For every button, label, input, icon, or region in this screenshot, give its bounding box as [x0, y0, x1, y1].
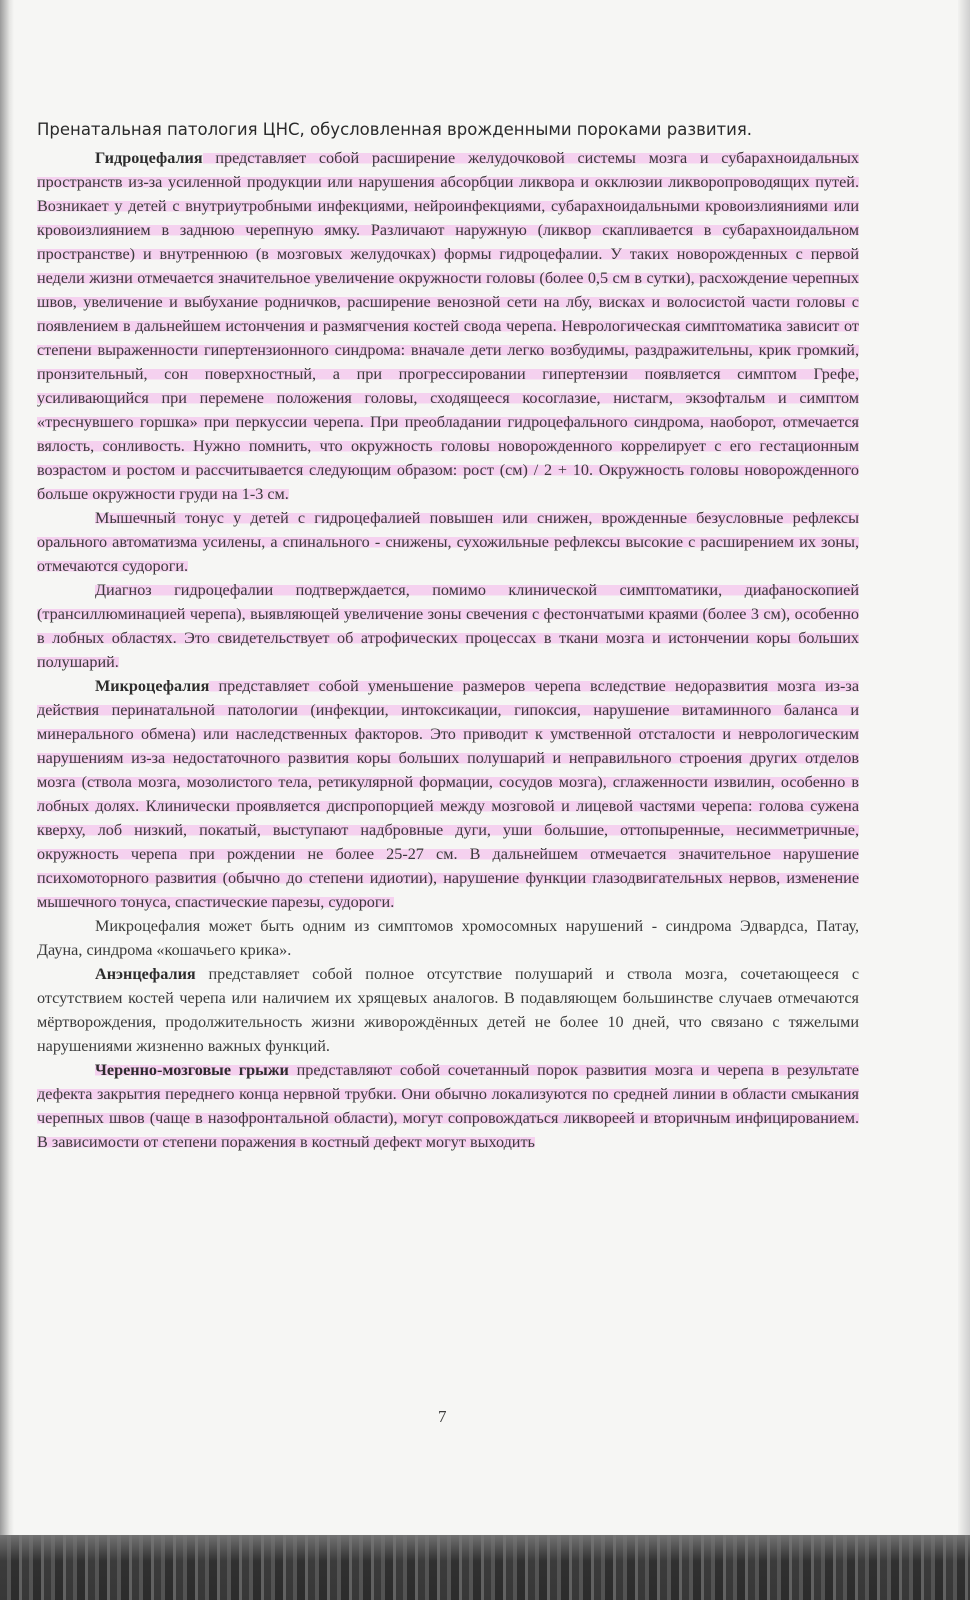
- term-hydrocephalus: Гидроцефалия: [95, 149, 203, 167]
- term-anencephaly: Анэнцефалия: [95, 965, 196, 983]
- paragraph-text: Мышечный тонус у детей с гидроцефалией повышен или снижен, врожденные безусловные рефлексы орального автоматизма усилены, а спинального - снижены, сухожильные рефлексы высокие с расширением их зоны, отмечаются судороги.: [37, 509, 859, 575]
- paragraph-microcephaly: [37, 674, 859, 914]
- paragraph-anencephaly: [37, 962, 859, 1058]
- paragraph-muscle-tone: [37, 506, 859, 578]
- page-right-edge: [958, 0, 970, 1600]
- body-text: [37, 146, 859, 1154]
- section-heading: Пренатальная патология ЦНС, обусловленная врожденными пороками развития.: [37, 120, 753, 139]
- page-number: 7: [438, 1407, 447, 1426]
- term-microcephaly: Микроцефалия: [95, 677, 210, 695]
- term-cranial-hernias: Черенно-мозговые грыжи: [95, 1061, 289, 1079]
- paragraph-microcephaly-syndromes: [37, 914, 859, 962]
- paragraph-diagnosis: [37, 578, 859, 674]
- paragraph-text: представляет собой уменьшение размеров черепа вследствие недоразвития мозга из-за действия перинатальной патологии (инфекции, интоксикации, гипоксия, нарушение витаминного баланса и минерального обмена) или наследственных факторов. Это приводит к умственной отсталости и неврологическим нарушениям из-за недостаточного развития коры больших полушарий и неправильного строения других отделов мозга (ствола мозга, мозолистого тела, ретикулярной формации, сосудов мозга), сглаженности извилин, особенно в лобных долях. Клинически проявляется диспропорцией между мозговой и лицевой частями черепа: голова сужена кверху, лоб низкий, покатый, выступают надбровные дуги, уши большие, оттопыренные, несимметричные, окружность черепа при рождении не более 25-27 см. В дальнейшем отмечается значительное нарушение психомоторного развития (обычно до степени идиотии), нарушение функции глазодвигательных нервов, изменение мышечного тонуса, спастические парезы, судороги.: [37, 677, 859, 911]
- paragraph-text: представляет собой расширение желудочковой системы мозга и субарахноидальных пространств из-за усиленной продукции или нарушения абсорбции ликвора и окклюзии ликворопроводящих путей. Возникает у детей с внутриутробными инфекциями, нейроинфекциями, субарахноидальными кровоизлияниями или кровоизлиянием в заднюю черепную ямку. Различают наружную (ликвор скапливается в субарахноидальном пространстве) и внутреннюю (в мозговых желудочках) формы гидроцефалии. У таких новорожденных с первой недели жизни отмечается значительное увеличение окружности головы (более 0,5 см в сутки), расхождение черепных швов, увеличение и выбухание родничков, расширение венозной сети на лбу, висках и волосистой части головы с появлением в дальнейшем истончения и размягчения костей свода черепа. Неврологическая симптоматика зависит от степени выраженности гипертензионного синдрома: вначале дети легко возбудимы, раздражительны, крик громкий, пронзительный, сон поверхностный, а при прогрессировании гипертензии появляется симптом Грефе, усиливающийся при перемене положения головы, сходящееся косоглазие, нистагм, экзофтальм и симптом «треснувшего горшка» при перкуссии черепа. При преобладании гидроцефального синдрома, наоборот, отмечается вялость, сонливость. Нужно помнить, что окружность головы новорожденного коррелирует с его гестационным возрастом и ростом и рассчитывается следующим образом: рост (см) / 2 + 10. Окружность головы новорожденного больше окружности груди на 1-3 см.: [37, 149, 859, 503]
- paragraph-hydrocephalus: [37, 146, 859, 506]
- paragraph-cranial-hernias: [37, 1058, 859, 1154]
- paragraph-text: представляют собой сочетанный порок развития мозга и черепа в результате дефекта закрытия переднего конца нервной трубки. Они обычно локализуются по средней линии в области смыкания черепных швов (чаще в назофронтальной области), могут сопровождаться ликвореей и вторичным инфицированием. В зависимости от степени поражения в костный дефект могут выходить: [37, 1061, 859, 1151]
- paragraph-text: представляет собой полное отсутствие полушарий и ствола мозга, сочетающееся с отсутствием костей черепа или наличием их хрящевых аналогов. В подавляющем большинстве случаев отмечаются мёртворождения, продолжительность жизни живорождённых детей не более 10 дней, что связано с тяжелыми нарушениями жизненно важных функций.: [37, 965, 859, 1055]
- paragraph-text: Микроцефалия может быть одним из симптомов хромосомных нарушений - синдрома Эдвардса, Патау, Дауна, синдрома «кошачьего крика».: [37, 917, 859, 959]
- scan-bottom-band: [0, 1535, 970, 1600]
- page-binding-shadow: [0, 0, 14, 1535]
- paragraph-text: Диагноз гидроцефалии подтверждается, помимо клинической симптоматики, диафаноскопией (трансиллюминацией черепа), выявляющей увеличение зоны свечения с фестончатыми краями (более 3 см), особенно в лобных областях. Это свидетельствует об атрофических процессах в ткани мозга и истончении коры больших полушарий.: [37, 581, 859, 671]
